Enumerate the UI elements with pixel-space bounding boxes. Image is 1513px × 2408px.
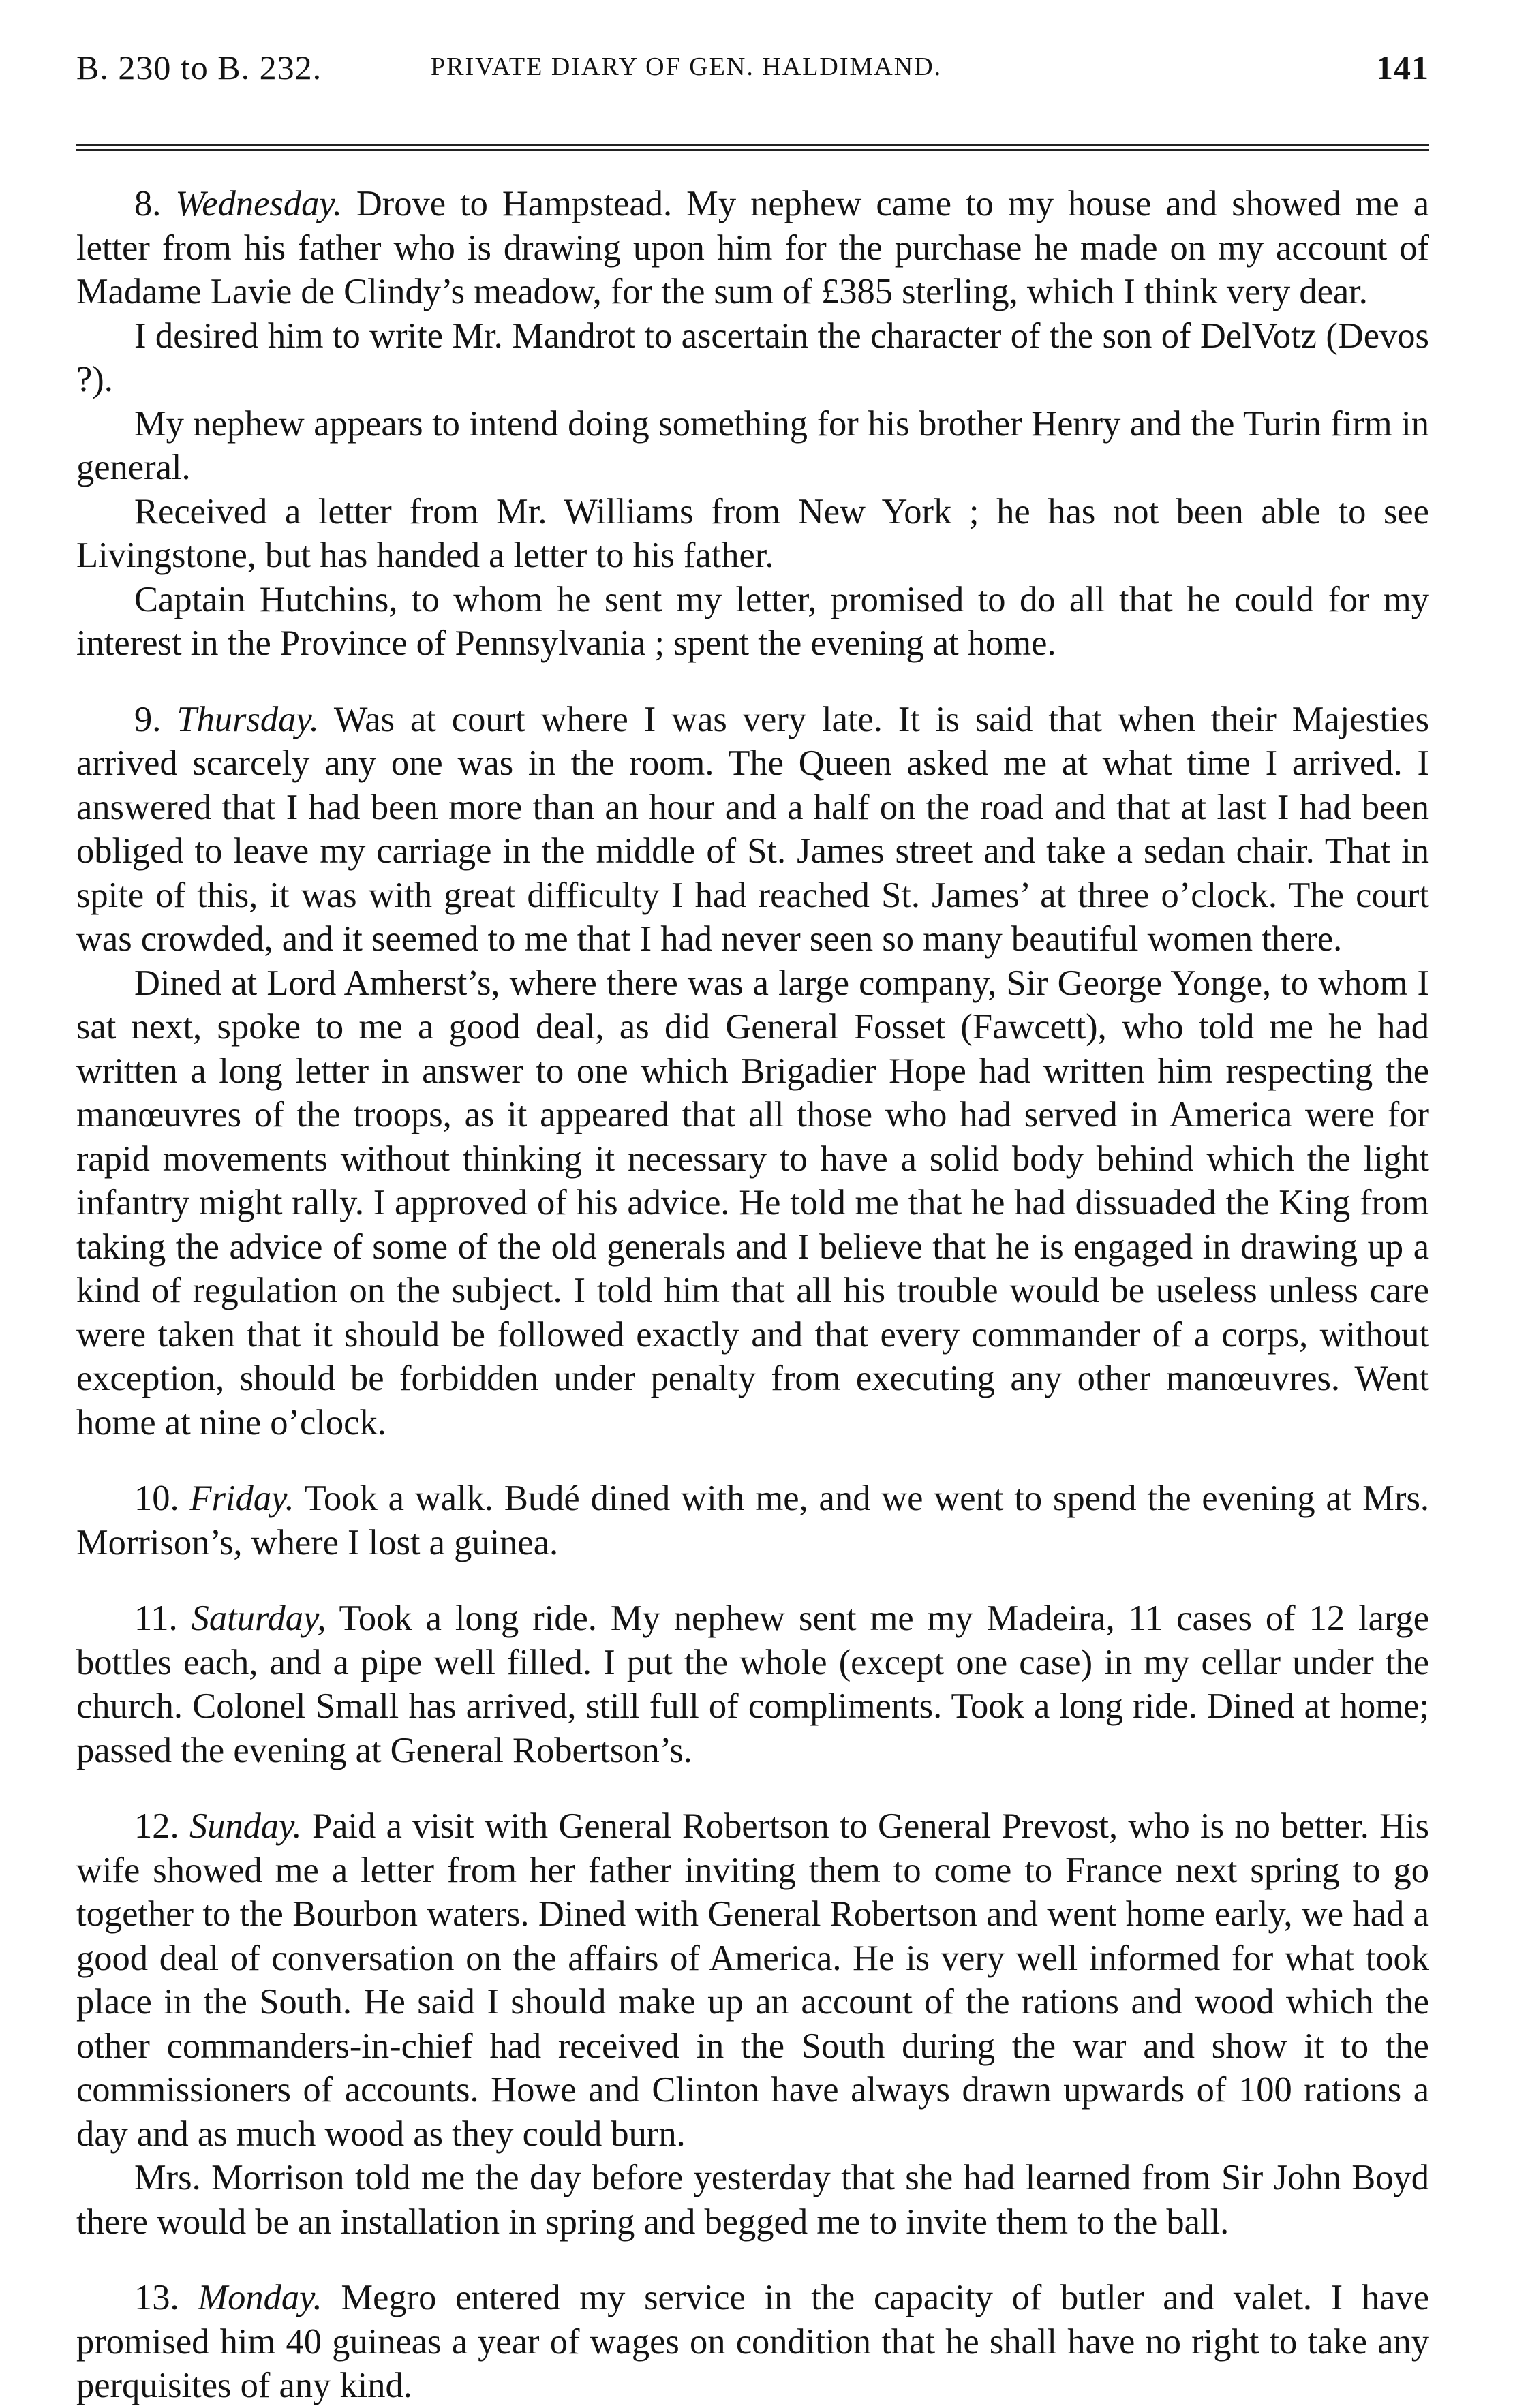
- entry-paragraph: [76, 1477, 1429, 1564]
- entry-paragraph: [76, 182, 1429, 314]
- paragraph-text: Took a long ride. My nephew sent me my Madeira, 11 cases of 12 large bottles each, and a pipe well filled. I put the whole (except one case) in my cellar under the church. Colonel Small has arrived, still full of compliments. Took a long ride. Dined at home; passed the evening at General Robertson’s.: [76, 1599, 1430, 1770]
- entry-paragraph: Dined at Lord Amherst’s, where there was a large company, Sir George Yonge, to whom I sat next, spoke to me a good deal, as did General Fosset (Fawcett), who told me he had written a long letter in answer to one which Brigadier Hope had written him respecting the manœuvres of the troops, as it appeared that all those who had served in America were for rapid movements without thinking it necessary to have a solid body behind which the light infantry might rally. I approved of his advice. He told me that he had dissuaded the King from taking the advice of some of the old generals and I believe that he is engaged in drawing up a kind of regulation on the subject. I told him that all his trouble would be useless unless care were taken that it should be followed exactly and that every commander of a corps, without exception, should be forbidden under penalty from executing any other manœuvres. Went home at nine o’clock.: [76, 963, 1429, 1442]
- entry-number: 11.: [134, 1599, 178, 1638]
- entry-paragraph: [76, 1596, 1429, 1772]
- entry-paragraph: Mrs. Morrison told me the day before yesterday that she had learned from Sir John Boyd there would be an installation in spring and begged me to invite them to the ball.: [76, 2158, 1429, 2242]
- paragraph-text: Paid a visit with General Robertson to General Prevost, who is no better. His wife showed me a letter from her father inviting them to come to France next spring to go together to the Bourbon waters. Dined with General Robertson and went home early, we had a good deal of conversation on the affairs of America. He is very well informed for what took place in the South. He said I should make up an account of the rations and wood which the other commanders-in-chief had received in the South during the war and show it to the commissioners of accounts. Howe and Clinton have always drawn upwards of 100 rations a day and as much wood as they could burn.: [76, 1806, 1430, 2154]
- paragraph-text: Was at court where I was very late. It is said that when their Majesties arrived scarcely any one was in the room. The Queen asked me at what time I arrived. I answered that I had been more than an hour and a half on the road and that at last I had been obliged to leave my carriage in the middle of St. James street and take a sedan chair. That in spite of this, it was with great difficulty I had reached St. James’ at three o’clock. The court was crowded, and it seemed to me that I had never seen so many beautiful women there.: [76, 699, 1430, 959]
- entry-paragraph: Captain Hutchins, to whom he sent my letter, promised to do all that he could for my interest in the Province of Pennsylvania ; spent the evening at home.: [76, 579, 1429, 663]
- entry-day: Wednesday.: [175, 184, 342, 223]
- diary-entry-12: [76, 1804, 1429, 2244]
- running-head: [76, 48, 1429, 91]
- document-page: [76, 48, 1430, 2405]
- entry-day: Friday.: [189, 1479, 294, 1518]
- paragraph-text: Drove to Hampstead. My nephew came to my house and showed me a letter from his father who is drawing upon him for the purchase he made on my account of Madame Lavie de Clindy’s meadow, for the sum of £385 sterling, which I think very dear.: [76, 184, 1430, 311]
- diary-text: [76, 182, 1429, 2408]
- paragraph-text: Megro entered my service in the capacity of butler and valet. I have promised him 40 guineas a year of wages on condition that he shall have no right to take any perquisites of any kind.: [76, 2278, 1430, 2405]
- diary-entry-13: [76, 2276, 1429, 2408]
- diary-entry-10: [76, 1477, 1429, 1564]
- header-rule: [76, 144, 1429, 151]
- page-number: 141: [1376, 48, 1429, 87]
- entry-number: 12.: [134, 1806, 179, 1846]
- entry-number: 13.: [134, 2278, 179, 2317]
- paragraph-text: Took a walk. Budé dined with me, and we went to spend the evening at Mrs. Morrison’s, where I lost a guinea.: [76, 1479, 1430, 1562]
- entry-paragraph: Received a letter from Mr. Williams from New York ; he has not been able to see Livingstone, but has handed a letter to his father.: [76, 491, 1429, 575]
- entry-number: 9.: [134, 699, 162, 739]
- entry-day: Sunday.: [189, 1806, 302, 1846]
- entry-day: Thursday.: [177, 699, 319, 739]
- entry-number: 8.: [134, 184, 162, 223]
- entry-day: Saturday,: [191, 1599, 326, 1638]
- diary-entry-8: [76, 182, 1429, 666]
- diary-entry-9: [76, 698, 1429, 1445]
- entry-paragraph: I desired him to write Mr. Mandrot to ascertain the character of the son of DelVotz (Devos ?).: [76, 315, 1429, 399]
- running-title: PRIVATE DIARY OF GEN. HALDIMAND.: [431, 52, 943, 81]
- diary-entry-11: [76, 1596, 1429, 1772]
- entry-paragraph: My nephew appears to intend doing something for his brother Henry and the Turin firm in general.: [76, 403, 1429, 487]
- document-reference: B. 230 to B. 232.: [76, 48, 322, 87]
- entry-paragraph: [76, 1804, 1429, 2156]
- entry-paragraph: [76, 698, 1429, 961]
- entry-paragraph: [76, 2276, 1429, 2408]
- entry-day: Monday.: [198, 2278, 322, 2317]
- entry-number: 10.: [134, 1479, 179, 1518]
